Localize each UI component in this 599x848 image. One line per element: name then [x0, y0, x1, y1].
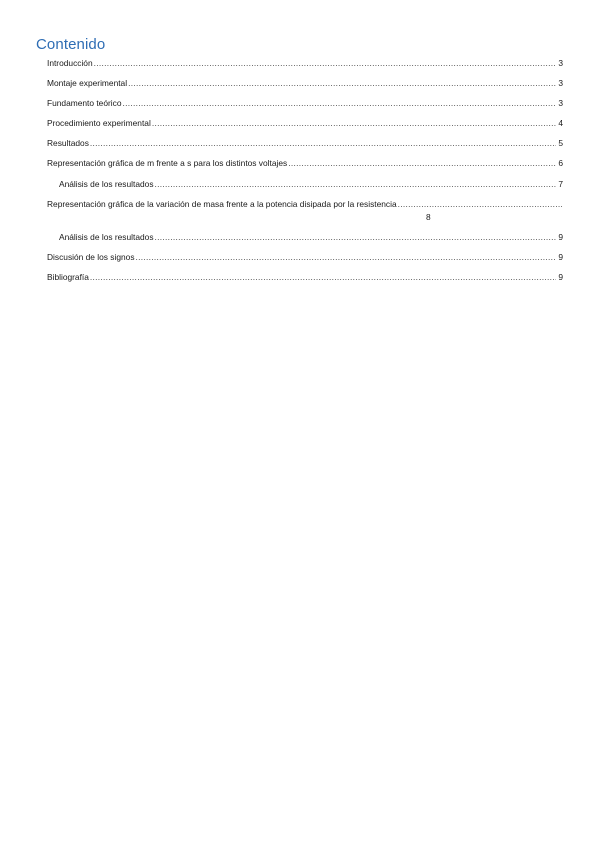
toc-page-number: 9	[558, 251, 563, 262]
toc-entry-grafica-potencia[interactable]	[47, 199, 563, 210]
toc-entry-label: Análisis de los resultados	[59, 231, 154, 242]
toc-page-number: 5	[558, 138, 563, 149]
toc-page-number: 8	[426, 211, 431, 222]
toc-entry-label: Representación gráfica de m frente a s para los distintos voltajes	[47, 158, 288, 169]
toc-entry-resultados[interactable]	[47, 138, 563, 149]
dot-leader	[155, 232, 556, 243]
toc-entry-label: Fundamento teórico	[47, 98, 122, 109]
toc-page-number: 4	[558, 118, 563, 129]
toc-entry-introduccion[interactable]	[47, 58, 563, 69]
table-of-contents	[47, 58, 563, 292]
dot-leader	[398, 199, 562, 210]
toc-page-number: 7	[558, 178, 563, 189]
toc-entry-grafica-voltajes[interactable]	[47, 158, 563, 169]
toc-entry-wrapped-line	[47, 212, 563, 223]
toc-entry-label: Procedimiento experimental	[47, 118, 151, 129]
toc-entry-label: Discusión de los signos	[47, 251, 135, 262]
toc-page-number: 3	[558, 58, 563, 68]
toc-entry-discusion[interactable]	[47, 252, 563, 263]
toc-entry-procedimiento[interactable]	[47, 118, 563, 129]
toc-page-number: 3	[558, 78, 563, 89]
toc-page-number: 9	[558, 271, 563, 282]
toc-page-number: 6	[558, 158, 563, 169]
toc-page-number: 9	[558, 231, 563, 242]
toc-entry-montaje[interactable]	[47, 78, 563, 89]
dot-leader	[90, 272, 556, 283]
toc-entry-label: Introducción	[47, 58, 93, 68]
dot-leader	[90, 138, 556, 149]
toc-entry-label: Representación gráfica de la variación de masa frente a la potencia disipada por la resistencia	[47, 198, 397, 209]
toc-entry-label: Bibliografía	[47, 271, 89, 282]
toc-title: Contenido	[36, 36, 106, 53]
toc-entry-analisis-1[interactable]	[47, 179, 563, 190]
toc-page-number: 3	[558, 98, 563, 109]
dot-leader	[136, 252, 556, 263]
dot-leader	[155, 179, 556, 190]
dot-leader	[152, 118, 556, 129]
toc-entry-analisis-2[interactable]	[47, 232, 563, 243]
toc-entry-fundamento[interactable]	[47, 98, 563, 109]
toc-entry-label: Montaje experimental	[47, 78, 128, 89]
toc-entry-label: Análisis de los resultados	[59, 178, 154, 189]
dot-leader	[128, 78, 556, 89]
toc-entry-label: Resultados	[47, 138, 89, 149]
dot-leader	[288, 158, 556, 169]
toc-entry-bibliografia[interactable]	[47, 272, 563, 283]
dot-leader	[94, 58, 556, 69]
dot-leader	[123, 98, 557, 109]
